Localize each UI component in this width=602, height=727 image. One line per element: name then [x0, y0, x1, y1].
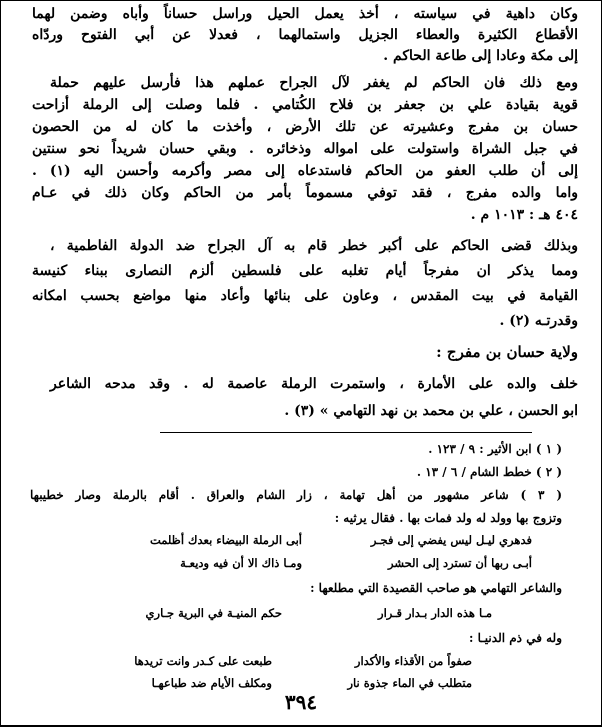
body-line: وكان داهية في سياسته ، أخذ يعمل الحيل وراسل حساناً وأباه وضمن لهما	[32, 6, 578, 22]
footnote-separator	[160, 432, 532, 433]
verse-second-hemistich: صفواً من الأقذاء والأكدار	[354, 654, 472, 668]
body-line: إلى أن طلب العفو من الحاكم فاستدعاه إلى مصر وأكرمه وأحسن اليه (١) .	[32, 163, 578, 179]
body-line: في جبل الشراة واستولت على امواله وذخائره . وبقي حسان شريداً نحو سنتين	[32, 141, 578, 157]
verse-second-hemistich: فدهري ليـل ليس يفضي إلى فجـر	[370, 533, 532, 547]
verse-first-hemistich: ومـا ذاك الا أن فيه وديعـة	[180, 556, 302, 570]
page-number: ٣٩٤	[284, 690, 318, 714]
footnote: ( ٣ ) شاعر مشهور من أهل تهامة ، زار الشام والعراق . أقام بالرملة وصار خطيبها	[30, 488, 562, 502]
body-line: حسان بن مفرج وعشيرته عن تلك الأرض ، وأخذت ما كان له من الحصون	[32, 119, 578, 135]
body-line: إلى مكة وعادا إلى طاعة الحاكم .	[383, 48, 578, 64]
verse-first-hemistich: حكم المنيـة في البرية جـاري	[145, 606, 282, 620]
body-line: قوية بقيادة علي بن جعفر بن فلاح الكُتامي . فلما وصلت إلى الرملة أزاحت	[32, 97, 578, 113]
verse-first-hemistich: طبعت على كـدر وانت تريدها	[134, 654, 272, 668]
verse-second-hemistich: أبـى ربها أن تسترد إلى الحشر	[388, 556, 532, 570]
footnote: ( ٢ ) خطط الشام / ٦ / ١٣ .	[416, 465, 562, 479]
body-line: وبذلك قضى الحاكم على أكبر خطر قام به آل الجراح ضد الدولة الفاطمية ،	[50, 238, 578, 254]
body-line: الأقطاع الكثيرة والعطاء الجزيل واستمالهما ، فعدلا عن أبي الفتوح وردّاه	[32, 27, 578, 43]
verse-second-hemistich: متطلب في الماء جذوة نار	[347, 676, 472, 690]
body-line: ومما يذكر ان مفرجاً أيام تغلبه على فلسطين ألزم النصارى ببناء كنيسة	[32, 263, 578, 279]
verse-first-hemistich: ومكلف الأيام ضد طباعهـا	[151, 676, 272, 690]
footnote-text: وله في ذم الدنيـا :	[469, 631, 562, 645]
body-line: ٤٠٤ هـ : ١٠١٣ م .	[470, 207, 578, 223]
body-line: ابو الحسن ، علي بن محمد بن نهد التهامي » (٣) .	[284, 403, 578, 419]
body-line: خلف والده على الأمارة ، واستمرت الرملة عاصمة له . وقد مدحه الشاعر	[50, 376, 578, 392]
footnote: ( ١ ) ابن الأثير : ٩ / ١٢٣ .	[428, 442, 562, 456]
section-heading: ولاية حسان بن مفرج :	[436, 343, 578, 361]
footnote-text: والشاعر التهامي هو صاحب القصيدة التي مطلعها :	[310, 581, 562, 595]
body-line: القيامة في بيت المقدس ، وعاون على بنائها وأعاد منها مواضع بحسب امكانه	[32, 288, 578, 304]
body-line: ومع ذلك فان الحاكم لم يغفر لآل الجراح عملهم هذا فأرسل عليهم حملة	[50, 75, 578, 91]
verse-first-hemistich: أبى الرملة البيضاء بعدك أظلمت	[149, 533, 302, 547]
body-line: وقدرتـه (٢) .	[499, 313, 578, 329]
body-line: واما والده مفرج ، فقد توفي مسموماً بأمر من الحاكم وكان ذلك في عـام	[32, 185, 578, 201]
verse-second-hemistich: مـا هذه الدار بـدار قـرار	[378, 606, 492, 620]
footnote: وتزوج بها وولد له ولد فمات بها . فقال يرثيه :	[334, 511, 562, 525]
